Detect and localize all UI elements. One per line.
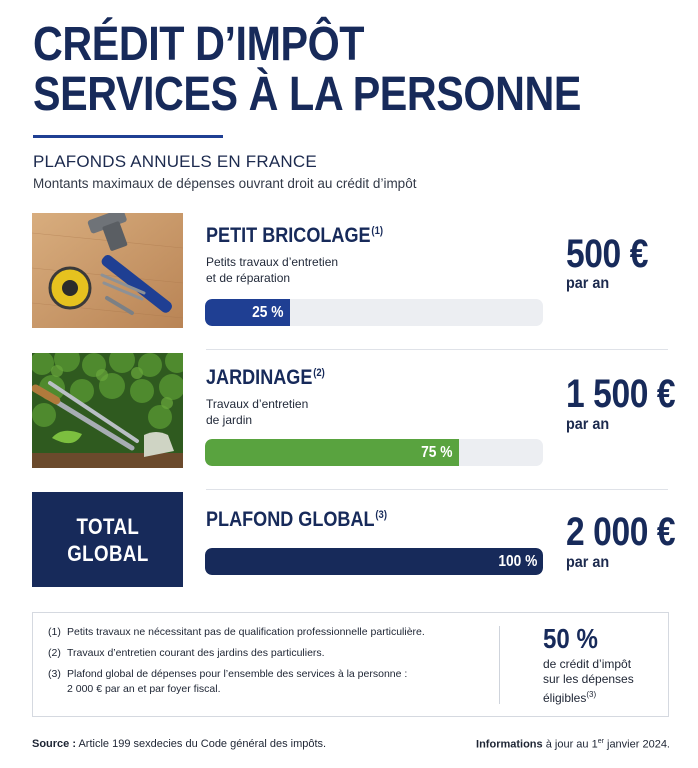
- row-description-petit-bricolage: [206, 254, 338, 286]
- ordinal-suffix: er: [597, 738, 604, 745]
- progress-fill: [205, 439, 459, 466]
- highlight-line-text: éligibles: [543, 691, 587, 705]
- progress-fill: [205, 548, 543, 575]
- updated-text-end: janvier 2024.: [607, 738, 670, 751]
- title-line-2: SERVICES À LA PERSONNE: [33, 68, 581, 121]
- footnote-text: Plafond global de dépenses pour l’ensemble des services à la personne :: [67, 668, 408, 680]
- update-date: [476, 738, 670, 751]
- footnote-1: [48, 625, 425, 639]
- total-box-line: TOTAL: [76, 513, 139, 539]
- section-subtitle: PLAFONDS ANNUELS EN FRANCE: [33, 152, 317, 171]
- row-title-text: PETIT BRICOLAGE: [206, 224, 371, 247]
- notes-divider: [499, 626, 500, 704]
- highlight-line: sur les dépenses: [543, 672, 634, 686]
- row-description-jardinage: [206, 396, 308, 428]
- footnote-ref: (3): [375, 509, 387, 521]
- footnote-text: Travaux d’entretien courant des jardins des particuliers.: [67, 647, 325, 659]
- description-line: et de réparation: [206, 271, 291, 285]
- footnote-ref: (2): [313, 367, 325, 379]
- footnote-number: (1): [48, 626, 61, 638]
- progress-bar-petit-bricolage: [205, 299, 543, 326]
- progress-label: 75 %: [421, 443, 453, 461]
- section-description: Montants maximaux de dépenses ouvrant droit au crédit d’impôt: [33, 176, 417, 191]
- footnote-number: (3): [48, 668, 61, 680]
- footnote-number: (2): [48, 647, 61, 659]
- highlight-line: [543, 687, 663, 706]
- row-title-jardinage: [206, 366, 325, 390]
- row-title-text: JARDINAGE: [206, 366, 313, 389]
- row-title-plafond-global: [206, 508, 387, 532]
- total-box-line: GLOBAL: [66, 540, 149, 566]
- row-divider: [206, 489, 668, 490]
- amount-jardinage: 1 500 €: [566, 372, 676, 416]
- page-title: [33, 20, 583, 120]
- source-label: Source :: [32, 738, 77, 750]
- updated-text: à jour au 1: [545, 738, 598, 751]
- amount-petit-bricolage: 500 €: [566, 232, 648, 276]
- progress-label: 25 %: [252, 303, 284, 321]
- highlight-percent: 50 %: [543, 623, 598, 654]
- description-line: de jardin: [206, 413, 253, 427]
- footnote-text: Petits travaux ne nécessitant pas de qualification professionnelle particulière.: [67, 626, 425, 638]
- amount-plafond-global: 2 000 €: [566, 510, 676, 554]
- row-divider: [206, 349, 668, 350]
- progress-label: 100 %: [497, 552, 537, 570]
- updated-label: Informations: [476, 738, 543, 751]
- progress-bar-jardinage: [205, 439, 543, 466]
- row-title-petit-bricolage: [206, 224, 383, 248]
- footnote-ref: (1): [371, 225, 383, 237]
- highlight-description: [543, 657, 663, 706]
- description-line: Petits travaux d’entretien: [206, 255, 339, 269]
- highlight-line: de crédit d’impôt: [543, 657, 632, 671]
- tools-hammer-tape-measure-photo: [32, 213, 183, 328]
- per-year-label: par an: [566, 416, 610, 433]
- hedge-shears-gloves-photo: [32, 353, 183, 468]
- total-global-box: [32, 492, 183, 587]
- source-citation: [32, 738, 326, 750]
- footnote-3: [48, 667, 407, 681]
- source-text: Article 199 sexdecies du Code général des impôts.: [78, 738, 327, 750]
- progress-fill: [205, 299, 290, 326]
- footnotes-box: [32, 612, 669, 717]
- footnote-2: [48, 646, 325, 660]
- row-title-text: PLAFOND GLOBAL: [206, 508, 375, 531]
- progress-bar-plafond-global: [205, 548, 543, 575]
- footnote-3-continued: 2 000 € par an et par foyer fiscal.: [67, 683, 221, 695]
- description-line: Travaux d’entretien: [206, 397, 309, 411]
- footnote-ref: (3): [586, 690, 597, 699]
- per-year-label: par an: [566, 554, 610, 571]
- per-year-label: par an: [566, 275, 610, 292]
- title-line-1: CRÉDIT D’IMPÔT: [33, 18, 365, 71]
- title-underline: [33, 135, 223, 138]
